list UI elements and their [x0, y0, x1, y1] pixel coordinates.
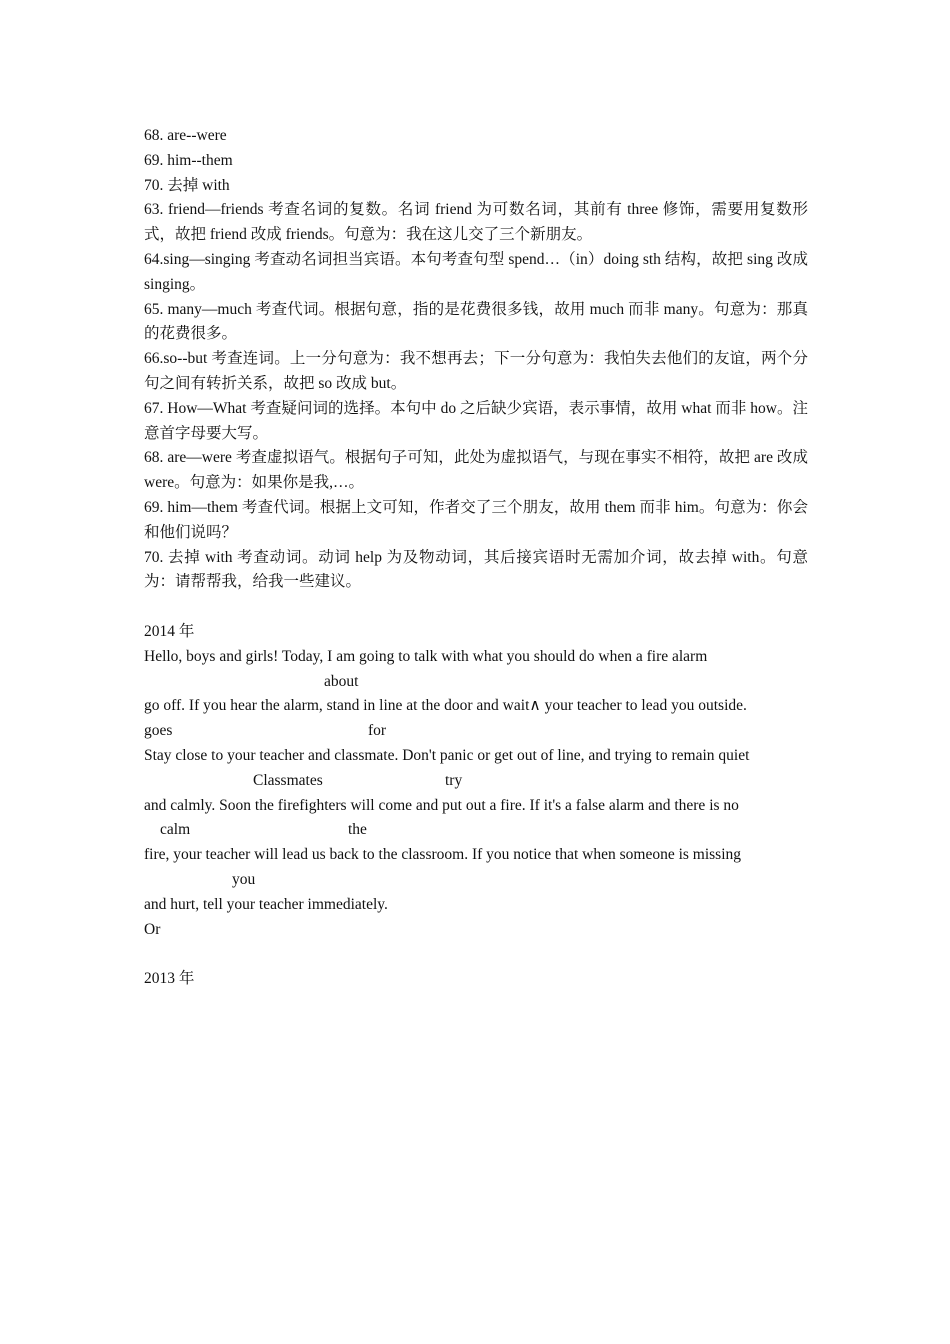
correction-row-4	[144, 818, 808, 843]
explanation-70: 70. 去掉 with 考查动词。动词 help 为及物动词，其后接宾语时无需加介词，故去掉 with。句意为：请帮帮我，给我一些建议。	[144, 548, 808, 591]
explanation-67: 67. How—What 考查疑问词的选择。本句中 do 之后缺少宾语，表示事情，故用 what 而非 how。注意首字母要大写。	[144, 399, 808, 442]
passage-line-4: and calmly. Soon the firefighters will come and put out a fire. If it's a false alarm and there is no	[144, 796, 739, 814]
correction-word: the	[348, 821, 367, 839]
year-heading-2013: 2013 年	[144, 970, 195, 988]
correction-row-2	[144, 719, 808, 744]
passage-line-1: Hello, boys and girls! Today, I am going to talk with what you should do when a fire alarm	[144, 647, 708, 665]
passage-line-6: and hurt, tell your teacher immediately.	[144, 895, 388, 913]
explanation-63: 63. friend—friends 考查名词的复数。名词 friend 为可数名词，其前有 three 修饰，需要用复数形式，故把 friend 改成 friends。句意为：我在这儿交了三个新朋友。	[144, 201, 808, 244]
correction-word: you	[232, 870, 256, 888]
correction-word: for	[368, 722, 387, 740]
explanation-66: 66.so--but 考查连词。上一分句意为：我不想再去；下一分句意为：我怕失去他们的友谊，两个分句之间有转折关系，故把 so 改成 but。	[144, 350, 808, 392]
explanation-64: 64.sing—singing 考查动名词担当宾语。本句考查句型 spend…（in）doing sth 结构，故把 sing 改成 singing。	[144, 250, 808, 293]
spacer	[144, 595, 808, 620]
or-label: Or	[144, 920, 161, 938]
answer-69: 69. him--them	[144, 151, 233, 169]
correction-row-1	[144, 670, 808, 695]
correction-word: Classmates	[253, 771, 323, 789]
year-heading-2014: 2014 年	[144, 622, 195, 640]
spacer	[144, 942, 808, 967]
correction-word: try	[445, 771, 463, 789]
answer-70: 70. 去掉 with	[144, 176, 230, 194]
passage-line-3: Stay close to your teacher and classmate. Don't panic or get out of line, and trying to remain quiet	[144, 746, 750, 764]
correction-word: goes	[144, 722, 173, 740]
correction-word: about	[324, 672, 359, 690]
document-content	[144, 124, 808, 992]
explanation-68: 68. are—were 考查虚拟语气。根据句子可知，此处为虚拟语气，与现在事实不相符，故把 are 改成 were。句意为：如果你是我,…。	[144, 449, 808, 492]
passage-line-2: go off. If you hear the alarm, stand in line at the door and wait∧ your teacher to lead you outside.	[144, 697, 747, 715]
explanation-69: 69. him—them 考查代词。根据上文可知，作者交了三个朋友，故用 them 而非 him。句意为：你会和他们说吗？	[144, 498, 808, 541]
passage-line-5: fire, your teacher will lead us back to the classroom. If you notice that when someone is missing	[144, 846, 742, 864]
answer-68: 68. are--were	[144, 127, 227, 144]
correction-row-3	[144, 769, 808, 794]
correction-word: calm	[160, 821, 191, 839]
correction-row-5	[144, 868, 808, 893]
explanation-65: 65. many—much 考查代词。根据句意，指的是花费很多钱，故用 much 而非 many。句意为：那真的花费很多。	[144, 300, 808, 343]
